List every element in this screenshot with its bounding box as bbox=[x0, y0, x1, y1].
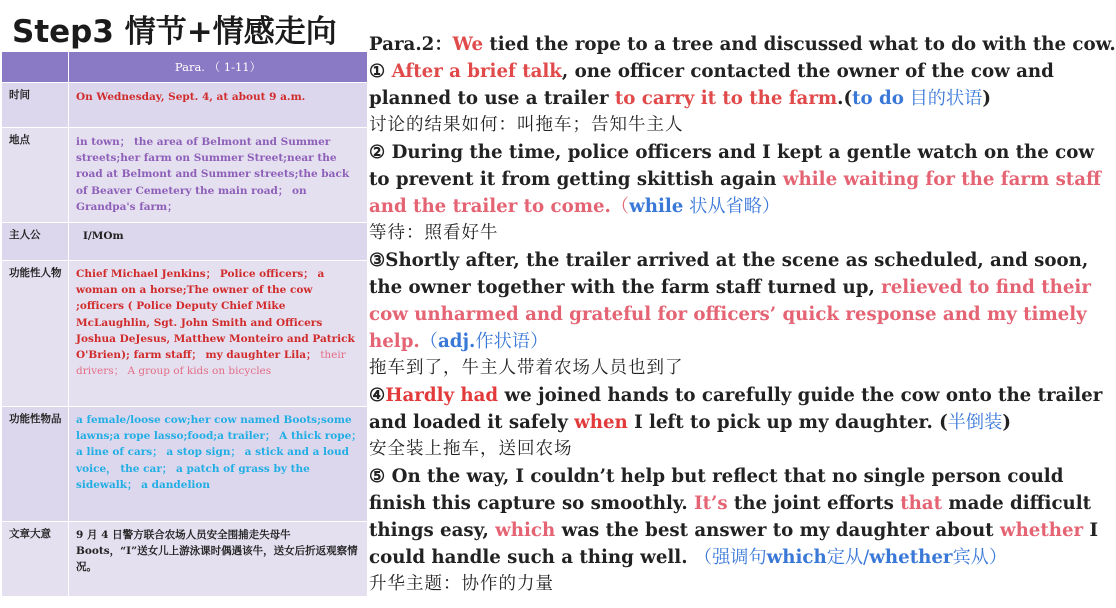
row-label: 地点 bbox=[2, 128, 69, 223]
text-line bbox=[369, 544, 1075, 571]
page-title: Step3 情节+情感走向 bbox=[12, 14, 337, 50]
chinese-summary: 拖车到了，牛主人带着农场人员也到了 bbox=[369, 358, 684, 378]
text-line bbox=[369, 490, 1092, 517]
body-text: ) bbox=[982, 88, 991, 109]
row-value: a female/loose cow;her cow named Boots;some lawns;a rope lasso;food;a trailer； A thick rope； a line of cars； a stop sign； a stick and a loud voice， the car； a patch of grass by the sidewalk； a dandelion bbox=[69, 407, 368, 522]
grammar-note: （ bbox=[419, 331, 438, 352]
chinese-summary: 安全装上拖车，送回农场 bbox=[369, 439, 573, 459]
highlight-text: which bbox=[495, 520, 556, 541]
grammar-note: （强调句 bbox=[693, 547, 767, 568]
text-line bbox=[369, 409, 1075, 436]
row-label: 功能性人物 bbox=[2, 261, 69, 407]
grammar-note: while bbox=[629, 196, 684, 217]
row-label: 文章大意 bbox=[2, 522, 69, 597]
chinese-summary: 讨论的结果如何：叫拖车；告知牛主人 bbox=[369, 115, 684, 135]
highlight-text: We bbox=[452, 34, 484, 55]
key-characters-text: Chief Michael Jenkins； Police officers； a woman on a horse;The owner of the cow ;officers ( Police Deputy Chief Mike McLaughlin, Sgt. John Smith and Officers Joshua DeJesus, Matthew Monteiro and Patrick O'Brien); farm staff； my daughter Lila； bbox=[76, 268, 355, 362]
body-text: could handle such a thing well. bbox=[369, 547, 694, 568]
text-line bbox=[369, 85, 1075, 112]
body-text: tied the rope to a tree and discussed what to do with the cow. bbox=[483, 34, 1116, 55]
grammar-note: which bbox=[766, 547, 827, 568]
body-text: to prevent it from getting skittish again bbox=[369, 169, 783, 190]
text-line bbox=[369, 166, 1101, 193]
table-header: Para. （ 1-11） bbox=[69, 52, 368, 83]
row-value: On Wednesday, Sept. 4, at about 9 a.m. bbox=[69, 83, 368, 128]
table-row-objects bbox=[2, 407, 368, 522]
highlight-text: Hardly had bbox=[385, 385, 499, 406]
row-value: 9 月 4 日警方联合农场人员安全围捕走失母牛 Boots，“I”送女儿上游泳课时偶遇该牛，送女后折返观察情况。 bbox=[69, 522, 368, 597]
row-label: 主人公 bbox=[2, 223, 69, 261]
text-line: ② During the time, police officers and I kept a gentle watch on the cow bbox=[369, 142, 1095, 163]
table-row-summary bbox=[2, 522, 368, 597]
body-text: .( bbox=[837, 88, 853, 109]
row-value: in town； the area of Belmont and Summer streets;her farm on Summer Street;near the road at Belmont and Summer streets;the back of Beaver Cemetery the main road； on Grandpa's farm； bbox=[69, 128, 368, 223]
body-text: the joint efforts bbox=[727, 493, 901, 514]
highlight-text: relieved to find their bbox=[881, 277, 1091, 298]
para-label: Para.2： bbox=[369, 34, 453, 55]
text-line bbox=[369, 517, 1098, 544]
grammar-note: adj. bbox=[437, 331, 476, 352]
highlight-text: and the trailer to come. bbox=[369, 196, 611, 217]
body-text: I bbox=[1083, 520, 1098, 541]
row-label: 功能性物品 bbox=[2, 407, 69, 522]
grammar-note: 半倒装 bbox=[947, 412, 1003, 433]
grammar-note: whether bbox=[869, 547, 953, 568]
text-line bbox=[369, 31, 1116, 58]
minor-characters-text: their drivers； A group of kids on bicycles bbox=[76, 349, 346, 378]
body-text: and loaded it safely bbox=[369, 412, 575, 433]
header-blank-cell bbox=[2, 52, 69, 83]
row-label: 时间 bbox=[2, 83, 69, 128]
row-value: I/MOm bbox=[69, 223, 368, 261]
table-row-protagonist bbox=[2, 223, 368, 261]
body-text: ) bbox=[1002, 412, 1011, 433]
grammar-note: 目的状语 bbox=[903, 88, 983, 109]
table-row-characters bbox=[2, 261, 368, 407]
chinese-summary: 升华主题：协作的力量 bbox=[369, 574, 554, 594]
chinese-summary: 等待：照看好牛 bbox=[369, 223, 499, 243]
grammar-note: to do bbox=[852, 88, 904, 109]
table-row-place bbox=[2, 128, 368, 223]
grammar-note: 作状语） bbox=[475, 331, 549, 352]
grammar-note: 宾从） bbox=[952, 547, 1008, 568]
table-header-row bbox=[2, 52, 368, 83]
row-value bbox=[69, 261, 368, 407]
body-text: planned to use a trailer bbox=[369, 88, 615, 109]
body-text: was the best answer to my daughter about bbox=[555, 520, 1000, 541]
body-text: the owner together with the farm staff turned up, bbox=[369, 277, 882, 298]
highlight-text: whether bbox=[999, 520, 1084, 541]
story-elements-table bbox=[1, 51, 368, 597]
body-text: ④ bbox=[369, 385, 386, 406]
body-text: , one officer contacted the owner of the cow and bbox=[561, 61, 1054, 82]
body-text: finish this capture so smoothly. bbox=[369, 493, 695, 514]
text-line bbox=[369, 274, 1091, 301]
text-line: ③Shortly after, the trailer arrived at the scene as scheduled, and soon, bbox=[369, 250, 1089, 271]
highlight-text: It’s bbox=[694, 493, 728, 514]
body-text: I left to pick up my daughter. ( bbox=[627, 412, 948, 433]
text-line bbox=[369, 328, 1075, 355]
highlight-text: help. bbox=[369, 331, 420, 352]
highlight-text: when bbox=[574, 412, 628, 433]
paragraph-analysis bbox=[369, 31, 1116, 598]
grammar-note: 状从省略） bbox=[683, 196, 781, 217]
body-text: （ bbox=[610, 196, 630, 217]
text-line: ⑤ On the way, I couldn’t help but reflect that no single person could bbox=[369, 466, 1064, 487]
highlight-line: cow unharmed and grateful for officers’ quick response and my timely bbox=[369, 304, 1087, 325]
highlight-text: After a brief talk bbox=[391, 61, 562, 82]
body-text: ① bbox=[369, 61, 392, 82]
body-text: made difficult bbox=[942, 493, 1092, 514]
text-line bbox=[369, 382, 1103, 409]
table-row-time bbox=[2, 83, 368, 128]
highlight-text: while waiting for the farm staff bbox=[782, 169, 1101, 190]
body-text: we joined hands to carefully guide the cow onto the trailer bbox=[498, 385, 1103, 406]
body-text: things easy, bbox=[369, 520, 496, 541]
text-line bbox=[369, 193, 1075, 220]
text-line bbox=[369, 58, 1075, 85]
highlight-text: to carry it to the farm bbox=[614, 88, 838, 109]
highlight-text: that bbox=[900, 493, 942, 514]
grammar-note: 定从/ bbox=[826, 547, 870, 568]
